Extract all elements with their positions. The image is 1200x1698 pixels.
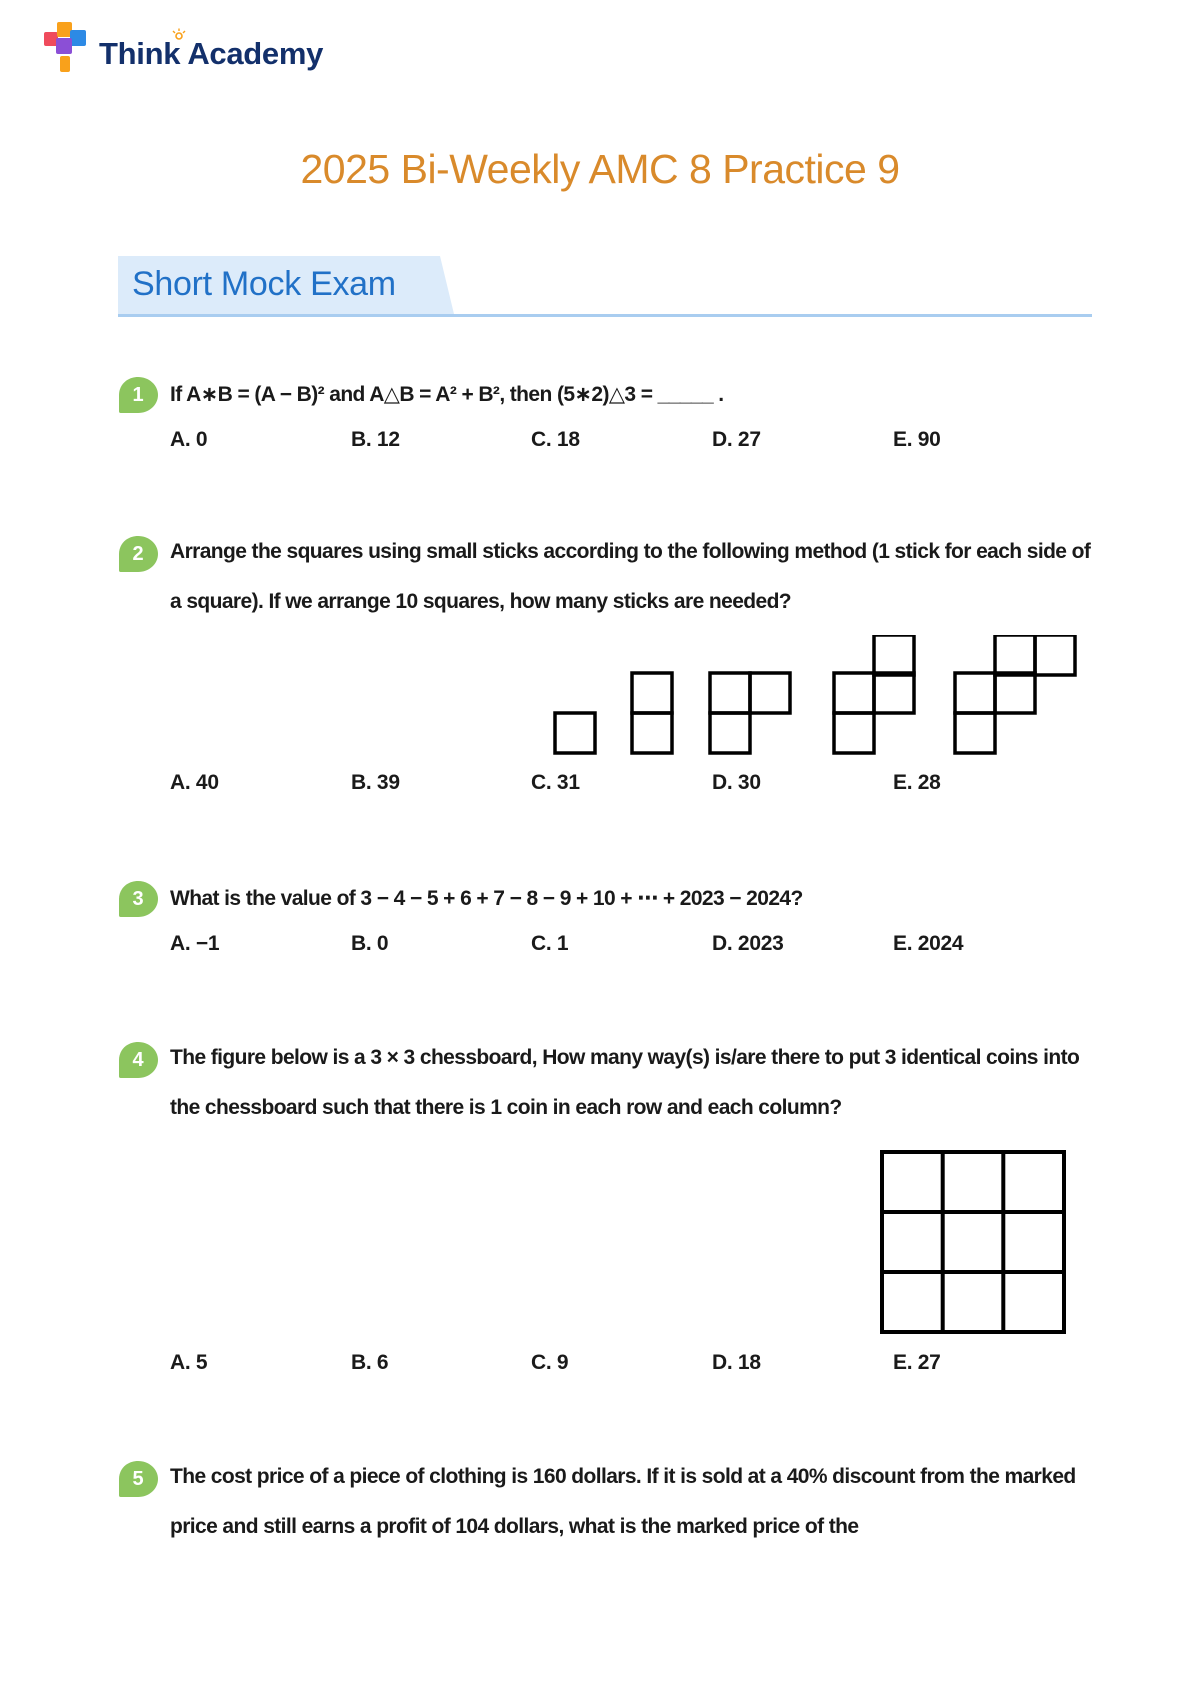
think-academy-logo-icon	[42, 18, 92, 88]
brand-name: Think Academy	[99, 36, 324, 71]
brand-logo	[42, 18, 382, 88]
option-a: A. −1	[170, 932, 220, 955]
option-c: C. 9	[531, 1351, 569, 1374]
option-d: D. 18	[712, 1351, 761, 1374]
option-e: E. 90	[893, 428, 941, 451]
sun-icon	[172, 28, 186, 42]
option-c: C. 31	[531, 771, 580, 794]
option-a: A. 0	[170, 428, 208, 451]
option-c: C. 18	[531, 428, 580, 451]
option-c: C. 1	[531, 932, 569, 955]
option-a: A. 5	[170, 1351, 208, 1374]
question-number: 1	[132, 384, 144, 406]
option-b: B. 12	[351, 428, 400, 451]
document-title: 2025 Bi-Weekly AMC 8 Practice 9	[300, 146, 900, 192]
section-divider	[118, 314, 1092, 317]
section-header	[118, 256, 1092, 320]
option-b: B. 6	[351, 1351, 389, 1374]
question-text: What is the value of 3 − 4 − 5 + 6 + 7 − 8 − 9 + 10 + ⋯ + 2023 − 2024?	[170, 887, 803, 910]
stick-squares-figure	[550, 635, 1080, 761]
question-number: 5	[132, 1468, 144, 1490]
option-a: A. 40	[170, 771, 219, 794]
option-d: D. 30	[712, 771, 761, 794]
chessboard-figure	[880, 1150, 1066, 1334]
question-number: 2	[132, 543, 144, 565]
option-e: E. 27	[893, 1351, 941, 1374]
question-text: The figure below is a 3 × 3 chessboard, How many way(s) is/are there to put 3 identical coins into the chessboard such that there is 1 coin in each row and each column?	[170, 1046, 1080, 1119]
option-b: B. 0	[351, 932, 389, 955]
question-1	[118, 376, 1098, 456]
question-3	[118, 880, 1098, 960]
question-text: The cost price of a piece of clothing is 160 dollars. If it is sold at a 40% discount from the marked price and still earns a profit of 104 dollars, what is the marked price of the	[170, 1465, 1076, 1538]
question-text: Arrange the squares using small sticks according to the following method (1 stick for each side of a square). If we arrange 10 squares, how many sticks are needed?	[170, 540, 1091, 613]
question-number: 3	[132, 888, 144, 910]
question-2	[118, 535, 1098, 805]
option-e: E. 2024	[893, 932, 964, 955]
option-e: E. 28	[893, 771, 941, 794]
question-4	[118, 1041, 1098, 1391]
option-d: D. 27	[712, 428, 761, 451]
question-number: 4	[132, 1049, 144, 1071]
option-d: D. 2023	[712, 932, 784, 955]
question-5	[118, 1460, 1098, 1580]
question-text: If A∗B = (A − B)² and A△B = A² + B², then (5∗2)△3 = _____ .	[170, 383, 724, 406]
option-b: B. 39	[351, 771, 400, 794]
section-title: Short Mock Exam	[132, 265, 396, 303]
